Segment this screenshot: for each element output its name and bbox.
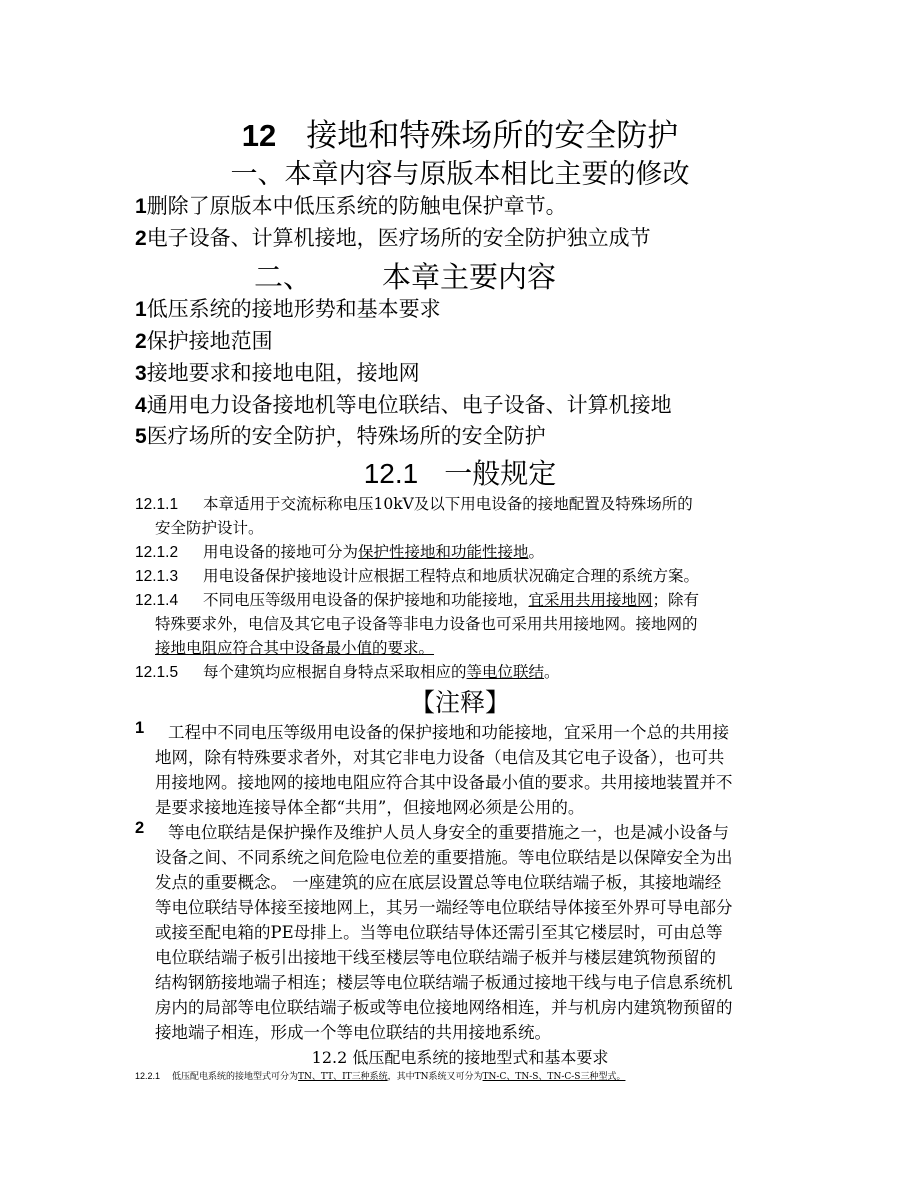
- clause-underlined-text: TN-C、TN-S、TN-C-S三种型式。: [482, 1072, 626, 1082]
- clause-number: 12.1.2: [135, 544, 179, 561]
- item-text: 电子设备、计算机接地，医疗场所的安全防护独立成节: [146, 226, 651, 250]
- item-number: 1: [135, 195, 147, 218]
- clause-number: 12.1.5: [135, 664, 179, 681]
- section-12-1-title: 一般规定: [444, 457, 557, 490]
- section2-heading-text: 本章主要内容: [382, 260, 557, 294]
- clause-12-1-4-line3: 接地电阻应符合其中设备最小值的要求。: [155, 639, 435, 657]
- chapter-number: 12: [241, 118, 277, 153]
- clause-12-1-2: [135, 540, 544, 562]
- notes-heading: 【注释】: [409, 688, 510, 717]
- clause-underlined-text: 宜采用共用接地网: [528, 591, 653, 609]
- section2-item-2: [135, 325, 273, 355]
- clause-underlined-text: 保护性接地和功能性接地: [358, 543, 529, 561]
- chapter-title: [0, 110, 920, 155]
- note-1-line: 地网，除有特殊要求者外，对其它非电力设备（电信及其它电子设备），也可共: [155, 748, 725, 767]
- clause-12-2-1: [135, 1069, 625, 1082]
- item-text: 通用电力设备接地机等电位联结、电子设备、计算机接地: [146, 393, 672, 417]
- note-1-line: 用接地网。接地网的接地电阻应符合其中设备最小值的要求。共用接地装置并不: [155, 773, 733, 792]
- section-12-2-heading: 12.2 低压配电系统的接地型式和基本要求: [311, 1048, 609, 1067]
- item-text: 低压系统的接地形势和基本要求: [146, 297, 441, 321]
- chapter-title-text: 接地和特殊场所的安全防护: [306, 118, 679, 154]
- clause-12-1-4-line2: 特殊要求外，电信及其它电子设备等非电力设备也可采用共用接地网。接地网的: [155, 615, 698, 633]
- clause-underlined-text: TN、TT、IT三种系统: [298, 1072, 388, 1082]
- clause-text-end: 。: [528, 543, 545, 561]
- note-2-number: 2: [135, 819, 145, 837]
- note-2-line: 结构钢筋接地端子相连；楼层等电位联结端子板通过接地干线与电子信息系统机: [155, 973, 733, 992]
- item-number: 1: [135, 298, 147, 321]
- note-1-number: 1: [135, 719, 145, 737]
- clause-text: 低压配电系统的接地型式可分为: [172, 1072, 299, 1082]
- clause-text: 用电设备的接地可分为: [203, 543, 359, 561]
- clause-number: 12.2.1: [135, 1071, 161, 1081]
- note-1-line: 工程中不同电压等级用电设备的保护接地和功能接地，宜采用一个总的共用接: [168, 723, 729, 742]
- item-number: 2: [135, 227, 147, 250]
- item-number: 3: [135, 362, 147, 385]
- clause-text-mid: ，其中TN系统又可分为: [387, 1072, 483, 1082]
- note-2-line: 房内的局部等电位联结端子板或等电位接地网络相连，并与机房内建筑物预留的: [155, 998, 733, 1017]
- note-2-line: 等电位联结导体接至接地网上，其另一端经等电位联结导体接至外界可导电部分: [155, 898, 733, 917]
- section2-heading: [0, 255, 920, 296]
- item-text: 保护接地范围: [146, 329, 273, 353]
- note-2-line: 接地端子相连，形成一个等电位联结的共用接地系统。: [155, 1023, 551, 1042]
- clause-12-1-3: [135, 564, 699, 586]
- section2-item-1: [135, 293, 441, 323]
- clause-text: 每个建筑均应根据自身特点采取相应的: [203, 663, 467, 681]
- clause-12-1-1: [135, 492, 693, 514]
- clause-underlined-text: 等电位联结: [466, 663, 545, 681]
- clause-text: 不同电压等级用电设备的保护接地和功能接地，: [203, 591, 529, 609]
- section1-item-1: [135, 190, 567, 220]
- note-2-line: 设备之间、不同系统之间危险电位差的重要措施。等电位联结是以保障安全为出: [155, 848, 733, 867]
- clause-12-1-4: [135, 588, 699, 610]
- section2-item-5: [135, 420, 546, 450]
- clause-text: 本章适用于交流标称电压10kV及以下用电设备的接地配置及特殊场所的: [203, 495, 693, 513]
- section2-heading-number: 二、: [253, 260, 312, 294]
- section2-item-4: [135, 389, 672, 419]
- clause-text-end: 。: [544, 663, 560, 681]
- item-text: 接地要求和接地电阻，接地网: [146, 361, 420, 385]
- section1-item-2: [135, 222, 651, 252]
- item-number: 2: [135, 330, 147, 353]
- section1-heading: 一、本章内容与原版本相比主要的修改: [230, 159, 690, 190]
- clause-number: 12.1.4: [135, 592, 179, 609]
- section-12-1-heading: [0, 452, 920, 492]
- note-2-line: 发点的重要概念。 一座建筑的应在底层设置总等电位联结端子板，其接地端经: [155, 873, 722, 892]
- clause-number: 12.1.1: [135, 496, 179, 513]
- item-text: 删除了原版本中低压系统的防触电保护章节。: [146, 194, 567, 218]
- clause-text-end: ；除有: [652, 591, 700, 609]
- clause-12-1-1-cont: 安全防护设计。: [155, 519, 264, 537]
- clause-text: 用电设备保护接地设计应根据工程特点和地质状况确定合理的系统方案。: [203, 567, 700, 585]
- clause-number: 12.1.3: [135, 568, 179, 585]
- item-number: 5: [135, 425, 147, 448]
- note-2-line: 或接至配电箱的PE母排上。当等电位联结导体还需引至其它楼层时，可由总等: [155, 923, 723, 942]
- note-2-line: 电位联结端子板引出接地干线至楼层等电位联结端子板并与楼层建筑物预留的: [155, 948, 716, 967]
- note-1-line: 是要求接地连接导体全都“共用”，但接地网必须是公用的。: [155, 798, 585, 817]
- item-number: 4: [135, 394, 147, 417]
- note-2-line: 等电位联结是保护操作及维护人员人身安全的重要措施之一，也是减小设备与: [168, 823, 729, 842]
- section-12-1-number: 12.1: [363, 458, 419, 489]
- item-text: 医疗场所的安全防护，特殊场所的安全防护: [146, 424, 546, 448]
- section2-item-3: [135, 357, 420, 387]
- clause-12-1-5: [135, 660, 560, 682]
